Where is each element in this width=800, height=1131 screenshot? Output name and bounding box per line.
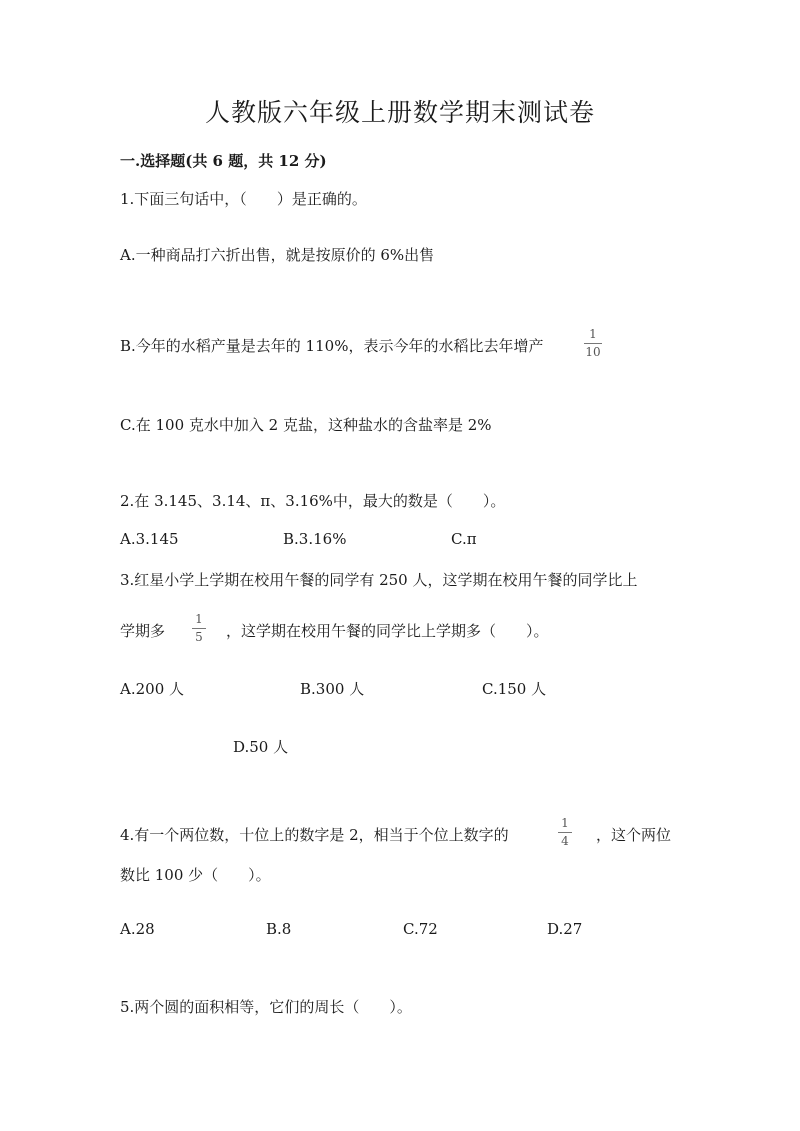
question-3-stem-prefix: 学期多 bbox=[120, 622, 166, 640]
fraction-numerator: 1 bbox=[195, 612, 203, 626]
question-1-option-a: A.一种商品打六折出售，就是按原价的 6%出售 bbox=[120, 246, 435, 264]
fraction-denominator: 5 bbox=[195, 630, 203, 644]
page-title: 人教版六年级上册数学期末测试卷 bbox=[204, 98, 595, 127]
question-4-stem-line2: 数比 100 少（ ）。 bbox=[120, 866, 271, 884]
question-5-stem: 5.两个圆的面积相等，它们的周长（ ）。 bbox=[120, 998, 412, 1016]
fraction-numerator: 1 bbox=[589, 327, 597, 341]
question-3-stem-suffix: ，这学期在校用午餐的同学比上学期多（ ）。 bbox=[226, 622, 549, 640]
question-2-option-b: B.3.16% bbox=[283, 530, 347, 548]
fraction-bar bbox=[558, 832, 572, 833]
question-1-fraction bbox=[584, 328, 602, 359]
fraction-denominator: 10 bbox=[585, 345, 601, 359]
question-3-stem-line1: 3.红星小学上学期在校用午餐的同学有 250 人，这学期在校用午餐的同学比上 bbox=[120, 571, 638, 589]
question-1-option-b: B.今年的水稻产量是去年的 110%，表示今年的水稻比去年增产 bbox=[120, 337, 544, 355]
question-4-fraction bbox=[558, 817, 572, 848]
question-4-option-b: B.8 bbox=[266, 920, 292, 938]
question-3-option-d: D.50 人 bbox=[233, 738, 289, 756]
question-2-option-c: C.π bbox=[451, 530, 477, 548]
question-3-option-c: C.150 人 bbox=[482, 680, 547, 698]
question-2-option-a: A.3.145 bbox=[120, 530, 179, 548]
question-4-stem-suffix: ，这个两位 bbox=[596, 826, 672, 844]
question-4-option-a: A.28 bbox=[120, 920, 155, 938]
question-4-stem-prefix: 4.有一个两位数，十位上的数字是 2，相当于个位上数字的 bbox=[120, 826, 509, 844]
section-heading: 一.选择题(共 6 题，共 12 分) bbox=[120, 152, 327, 170]
fraction-denominator: 4 bbox=[561, 834, 569, 848]
fraction-bar bbox=[584, 343, 602, 344]
question-3-option-a: A.200 人 bbox=[120, 680, 184, 698]
fraction-bar bbox=[192, 628, 206, 629]
question-3-fraction bbox=[192, 613, 206, 644]
question-2-stem: 2.在 3.145、3.14、π、3.16%中，最大的数是（ ）。 bbox=[120, 492, 506, 510]
question-1-option-c: C.在 100 克水中加入 2 克盐，这种盐水的含盐率是 2% bbox=[120, 416, 492, 434]
question-4-option-d: D.27 bbox=[547, 920, 583, 938]
fraction-numerator: 1 bbox=[561, 816, 569, 830]
question-4-option-c: C.72 bbox=[403, 920, 438, 938]
question-3-option-b: B.300 人 bbox=[300, 680, 365, 698]
question-1-stem: 1.下面三句话中，（ ）是正确的。 bbox=[120, 190, 367, 208]
